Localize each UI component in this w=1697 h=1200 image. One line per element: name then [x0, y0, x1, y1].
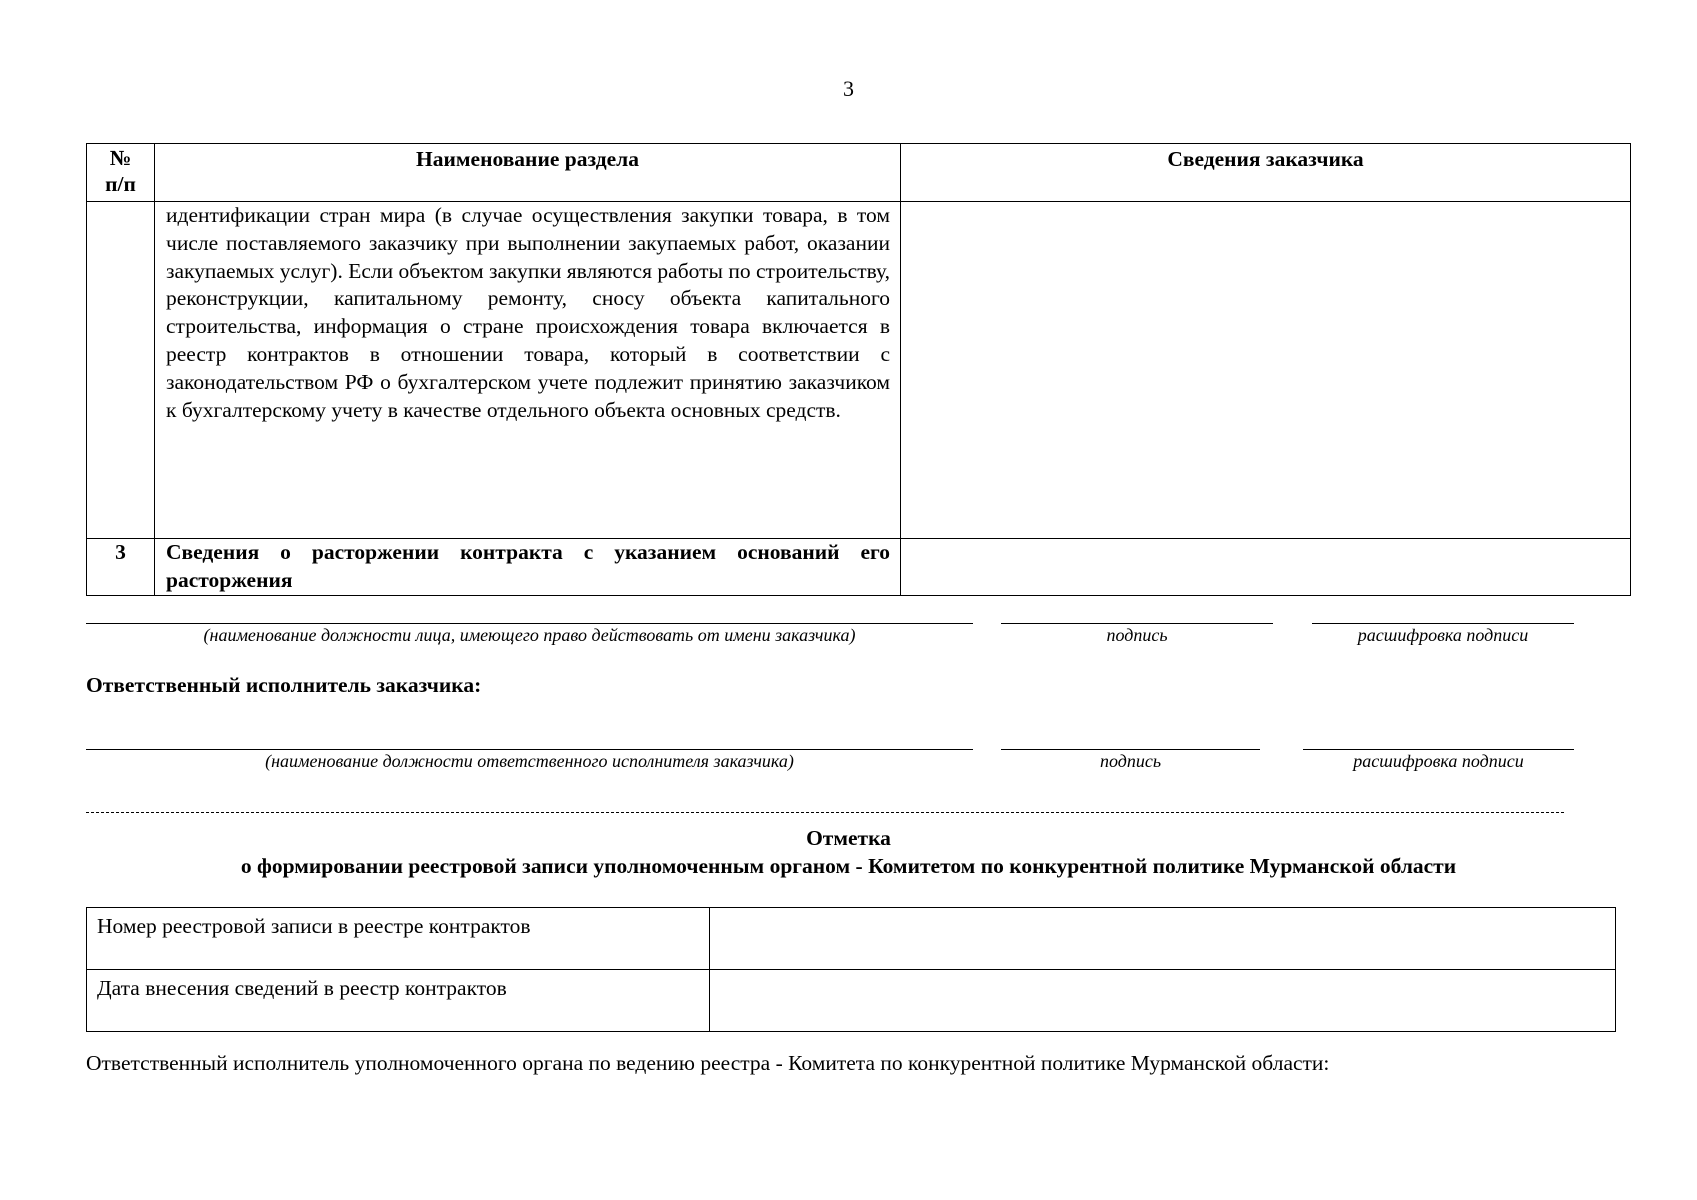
- responsible-position-caption: (наименование должности ответственного исполнителя заказчика): [265, 751, 794, 771]
- registry-row: [87, 908, 1616, 970]
- responsible-decoding-line[interactable]: [1303, 749, 1574, 750]
- customer-signature-line[interactable]: [1001, 623, 1273, 624]
- row-customer-info-cell[interactable]: [901, 202, 1631, 539]
- customer-position-caption: (наименование должности лица, имеющего право действовать от имени заказчика): [203, 625, 856, 645]
- customer-decoding-line[interactable]: [1312, 623, 1574, 624]
- text-line: средств.: [765, 397, 841, 422]
- customer-decoding-caption: расшифровка подписи: [1357, 625, 1529, 645]
- table-row: [87, 539, 1631, 596]
- registry-row: [87, 970, 1616, 1032]
- text-line: бухгалтерскому учету в качестве отдельного объекта основных: [181, 397, 761, 422]
- text-line: работ, оказании закупаемых услуг). Если объектом закупки являются: [166, 230, 890, 283]
- customer-position-line[interactable]: [86, 623, 973, 624]
- text-line: происхождения товара включается в реестр контрактов в отношении: [166, 314, 891, 366]
- customer-signature-caption: подпись: [1106, 625, 1168, 645]
- table-header-row: [87, 144, 1631, 202]
- responsible-decoding-caption: расшифровка подписи: [1353, 751, 1524, 771]
- contract-info-table: [86, 143, 1631, 596]
- page-number: 3: [843, 76, 854, 101]
- responsible-signature-caption: подпись: [1099, 751, 1162, 771]
- row-number-cell: 3: [87, 539, 155, 596]
- header-number-abbr: п/п: [105, 172, 136, 196]
- header-number: [87, 144, 155, 202]
- mark-title: Отметка: [806, 826, 891, 850]
- footer-responsible-text: Ответственный исполнитель уполномоченного органа по ведению реестра - Комитета по конкурентной политике Мурманской области:: [86, 1051, 1330, 1075]
- registry-number-value[interactable]: [710, 908, 1616, 970]
- row-section-text: [155, 202, 901, 539]
- row-section-text: [155, 539, 901, 596]
- text-line: сносу объекта капитального строительства, информация о стране: [166, 286, 891, 339]
- registry-date-label: Дата внесения сведений в реестр контрактов: [87, 970, 710, 1032]
- header-section-name: Наименование раздела: [155, 144, 901, 202]
- text-line: работы по строительству, реконструкции, капитальному ремонту,: [166, 258, 890, 311]
- mark-subtitle: о формировании реестровой записи уполномоченным органом - Комитетом по конкурентной политике Мурманской области: [240, 854, 1457, 878]
- row-customer-info-cell[interactable]: [901, 539, 1631, 596]
- table-row: [87, 202, 1631, 539]
- responsible-executor-label: Ответственный исполнитель заказчика:: [86, 673, 482, 697]
- responsible-position-line[interactable]: [86, 749, 973, 750]
- header-customer-info: Сведения заказчика: [901, 144, 1631, 202]
- text-line: в том числе поставляемого заказчику при выполнении закупаемых: [166, 203, 890, 255]
- header-number-symbol: №: [109, 146, 132, 170]
- text-line: идентификации стран мира (в случае осуществления закупки товара,: [166, 203, 828, 227]
- responsible-signature-line[interactable]: [1001, 749, 1260, 750]
- row-number-cell: [87, 202, 155, 539]
- registry-table: [86, 907, 1616, 1032]
- text-line: товара, который в соответствии с законодательством РФ о: [166, 341, 891, 394]
- registry-date-value[interactable]: [710, 970, 1616, 1032]
- registry-number-label: Номер реестровой записи в реестре контрактов: [87, 908, 710, 970]
- text-line: бухгалтерском учете подлежит принятию заказчиком к: [166, 369, 890, 422]
- text-line: расторжения: [166, 567, 293, 592]
- dashed-separator: [86, 812, 1564, 813]
- text-line: Сведения о расторжении контракта с указанием оснований его: [166, 540, 890, 564]
